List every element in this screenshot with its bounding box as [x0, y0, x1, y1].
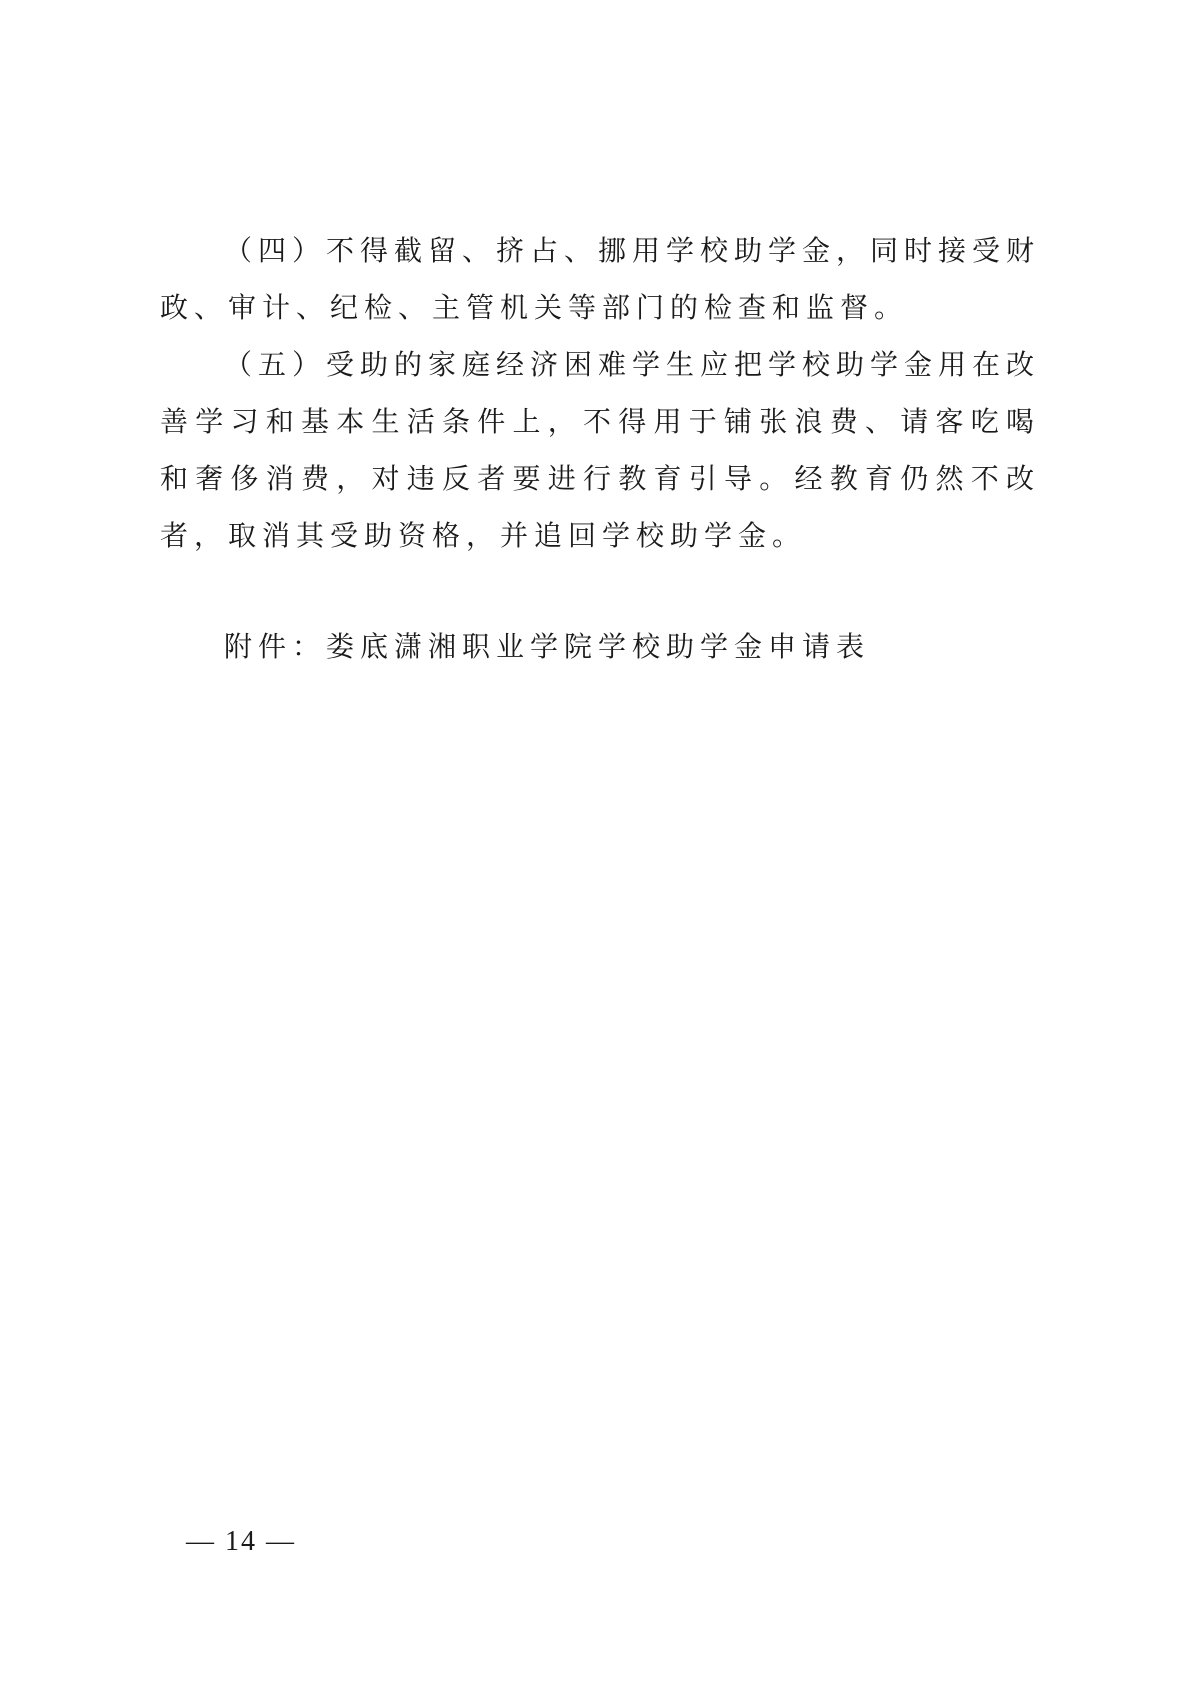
- page-number: — 14 —: [186, 1526, 296, 1557]
- paragraph-5: （五）受助的家庭经济困难学生应把学校助学金用在改善学习和基本生活条件上，不得用于铺张浪费、请客吃喝和奢侈消费，对违反者要进行教育引导。经教育仍然不改者，取消其受助资格，并追回学校助学金。: [160, 348, 1041, 552]
- attachment-line: 附件：娄底潇湘职业学院学校助学金申请表: [224, 630, 871, 663]
- document-body: [160, 222, 1040, 675]
- paragraph-4: （四）不得截留、挤占、挪用学校助学金，同时接受财政、审计、纪检、主管机关等部门的检查和监督。: [160, 234, 1041, 324]
